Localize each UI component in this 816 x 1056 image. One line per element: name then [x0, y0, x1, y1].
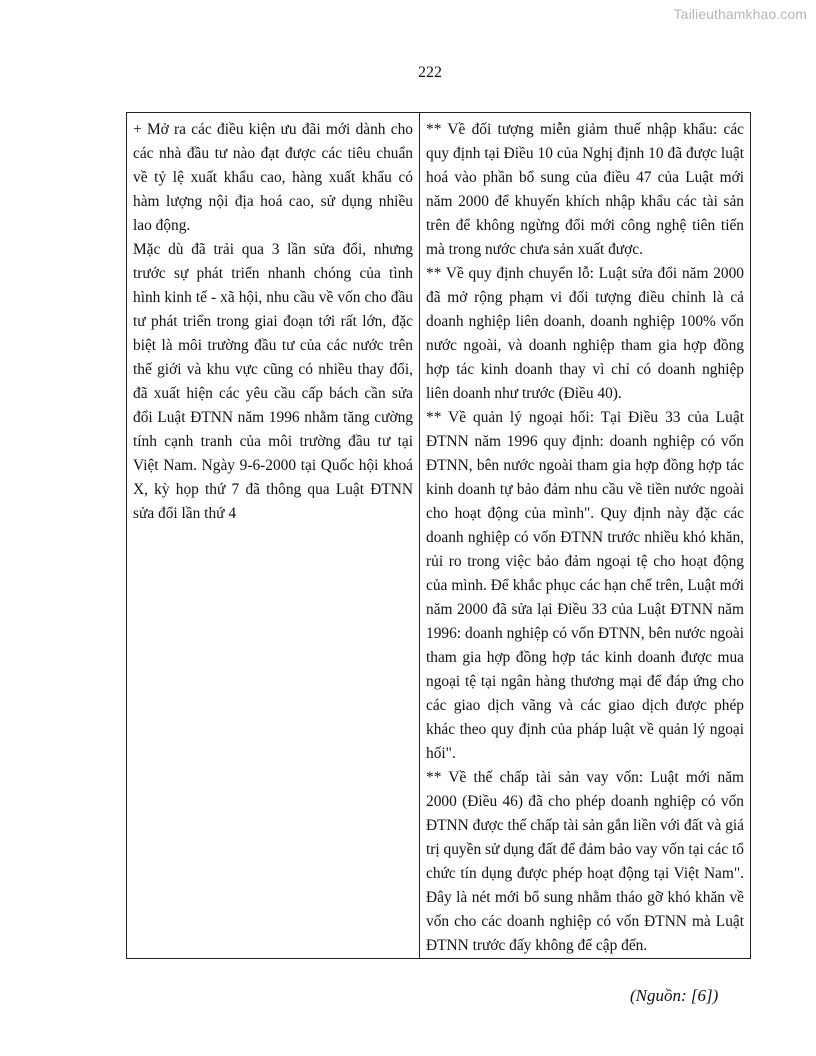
- left-column-cell: [127, 113, 420, 959]
- source-citation: (Nguồn: [6]): [630, 986, 719, 1005]
- watermark-text: Tailieuthamkhao.com: [673, 6, 807, 22]
- right-column-cell: [420, 113, 751, 959]
- right-paragraph: ** Về quy định chuyển lỗ: Luật sửa đổi năm 2000 đã mở rộng phạm vi đối tượng điều chỉnh là cả doanh nghiệp liên doanh, doanh nghiệp 100% vốn nước ngoài, và doanh nghiệp tham gia hợp đồng hợp tác kinh doanh thay vì chỉ có doanh nghiệp liên doanh như trước (Điều 40).: [426, 265, 744, 402]
- left-paragraph: Mặc dù đã trải qua 3 lần sửa đổi, nhưng trước sự phát triển nhanh chóng của tình hình kinh tế - xã hội, nhu cầu về vốn cho đầu tư phát triển trong giai đoạn tới rất lớn, đặc biệt là môi trường đầu tư của các nước trên thế giới và khu vực cũng có nhiều thay đổi, đã xuất hiện các yêu cầu cấp bách cần sửa đổi Luật ĐTNN năm 1996 nhằm tăng cường tính cạnh tranh của môi trường đầu tư tại Việt Nam. Ngày 9-6-2000 tại Quốc hội khoá X, kỳ họp thứ 7 đã thông qua Luật ĐTNN sửa đổi lần thứ 4: [133, 241, 413, 522]
- right-paragraph: ** Về đối tượng miễn giảm thuế nhập khẩu: các quy định tại Điều 10 của Nghị định 10 đã được luật hoá vào phần bổ sung của điều 47 của Luật mới năm 2000 để khuyến khích nhập khẩu các tài sản trên để không ngừng đổi mới công nghệ tiên tiến mà trong nước chưa sản xuất được.: [426, 121, 744, 258]
- page-number: 222: [418, 64, 442, 81]
- left-paragraph: + Mở ra các điều kiện ưu đãi mới dành cho các nhà đầu tư nào đạt được các tiêu chuẩn về tỷ lệ xuất khẩu cao, hàng xuất khẩu có hàm lượng nội địa hoá cao, sử dụng nhiều lao động.: [133, 121, 413, 234]
- comparison-table: [126, 112, 751, 959]
- table-row: [127, 113, 751, 959]
- right-paragraph: ** Về thế chấp tài sản vay vốn: Luật mới năm 2000 (Điều 46) đã cho phép doanh nghiệp có vốn ĐTNN được thế chấp tài sản gắn liền với đất và giá trị quyền sử dụng đất để đảm bảo vay vốn tại các tổ chức tín dụng được phép hoạt động tại Việt Nam". Đây là nét mới bổ sung nhằm tháo gỡ khó khăn về vốn cho các doanh nghiệp có vốn ĐTNN mà Luật ĐTNN trước đấy không để cập đến.: [426, 769, 744, 954]
- right-paragraph: ** Về quản lý ngoại hối: Tại Điều 33 của Luật ĐTNN năm 1996 quy định: doanh nghiệp có vốn ĐTNN, bên nước ngoài tham gia hợp đồng hợp tác kinh doanh tự bảo đảm nhu cầu về tiền nước ngoài cho hoạt động của mình". Quy định này đặc các doanh nghiệp có vốn ĐTNN trước nhiều khó khăn, rủi ro trong việc bảo đảm ngoại tệ cho hoạt động của mình. Để khắc phục các hạn chế trên, Luật mới năm 2000 đã sửa lại Điều 33 của Luật ĐTNN năm 1996: doanh nghiệp có vốn ĐTNN, bên nước ngoài tham gia hợp đồng hợp tác kinh doanh được mua ngoại tệ tại ngân hàng thương mại để đáp ứng cho các giao dịch vãng và các giao dịch được phép khác theo quy định của pháp luật về quản lý ngoại hối".: [426, 409, 744, 762]
